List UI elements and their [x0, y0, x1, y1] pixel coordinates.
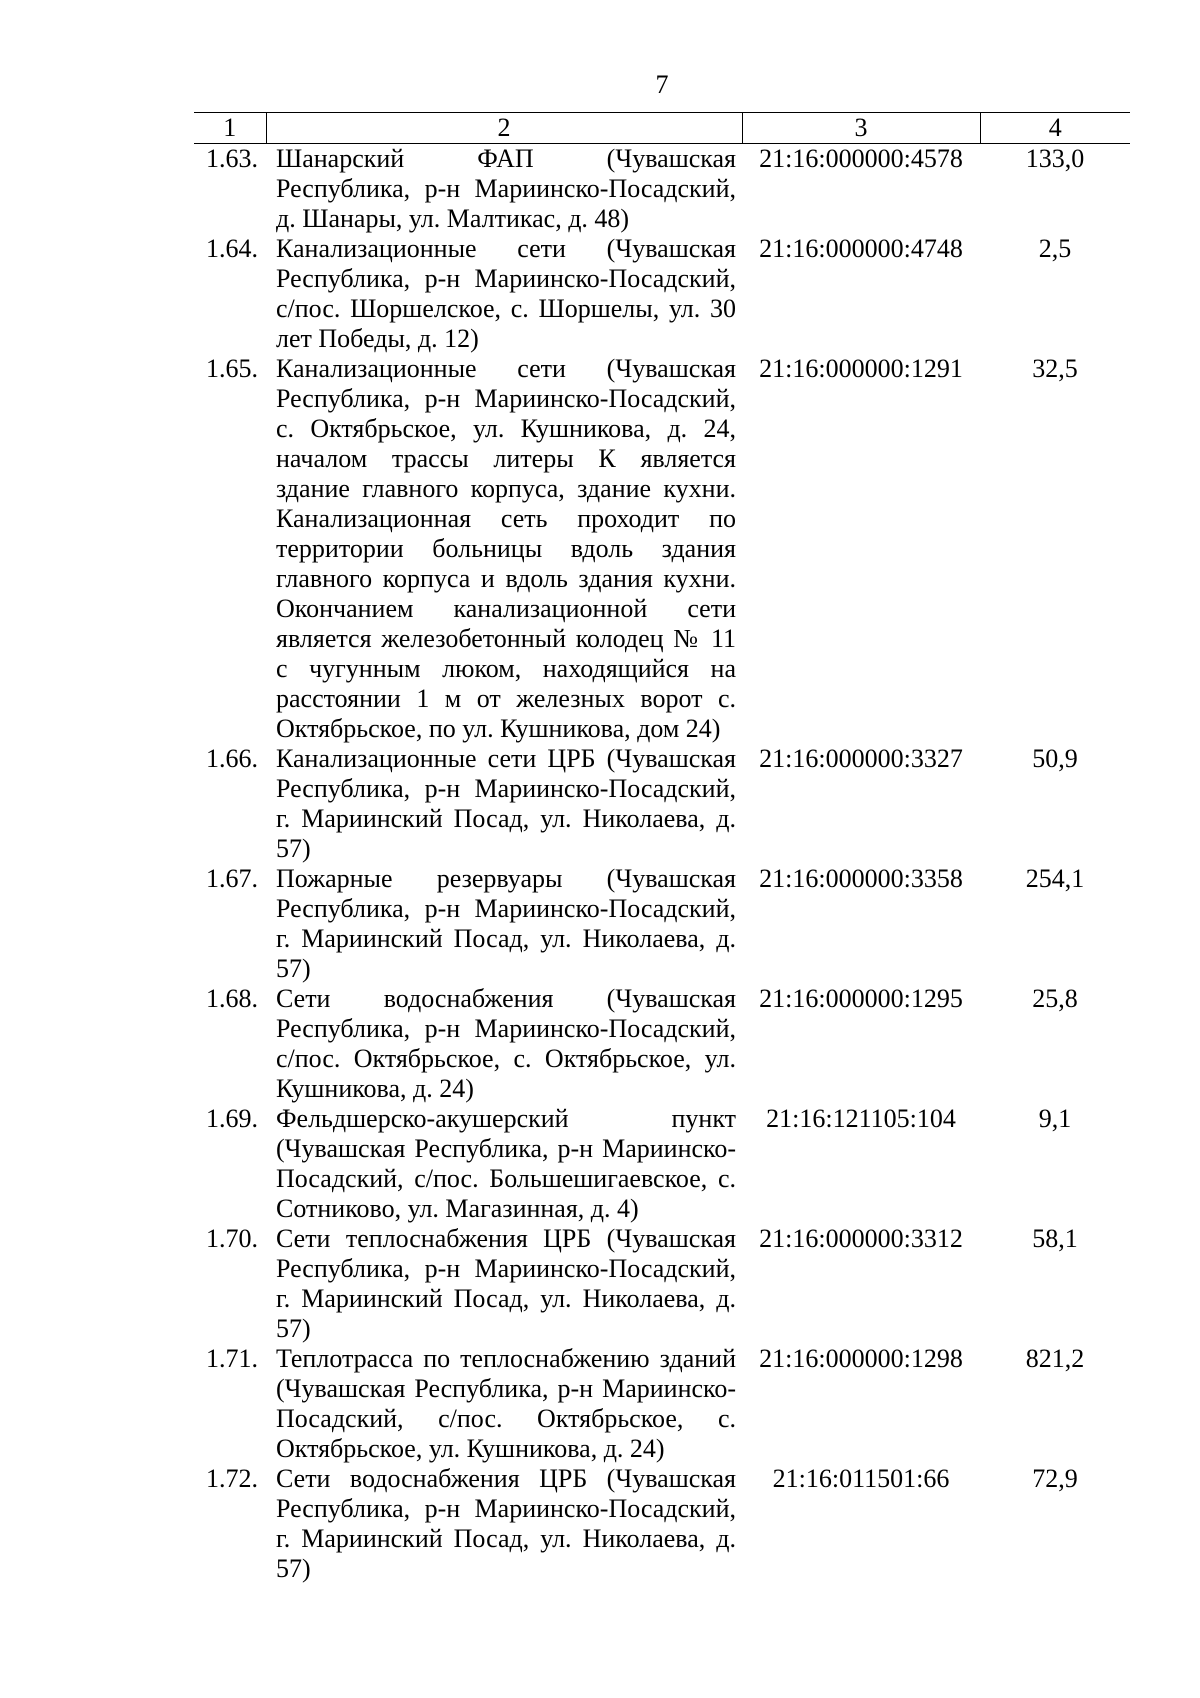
header-col-4: 4 — [980, 113, 1130, 144]
table-row — [194, 984, 1130, 1104]
table-row — [194, 354, 1130, 744]
header-col-3: 3 — [742, 113, 980, 144]
row-number: 1.66. — [206, 744, 258, 773]
table-row — [194, 144, 1130, 235]
row-description: Пожарные резервуары (Чувашская Республика, р-н Мариинско-Посадский, г. Мариинский Посад, ул. Николаева, д. 57) — [276, 864, 736, 983]
row-description: Шанарский ФАП (Чувашская Республика, р-н Мариинско-Посадский, д. Шанары, ул. Малтикас, д. 48) — [276, 144, 736, 233]
table-row — [194, 1464, 1130, 1584]
row-area: 32,5 — [1032, 354, 1078, 383]
row-number: 1.68. — [206, 984, 258, 1013]
table-row — [194, 1104, 1130, 1224]
header-col-1: 1 — [194, 113, 266, 144]
row-area: 821,2 — [1025, 1344, 1085, 1373]
header-row — [194, 113, 1130, 144]
table-row — [194, 744, 1130, 864]
row-description: Канализационные сети (Чувашская Республика, р-н Мариинско-Посадский, с/пос. Шоршелское, с. Шоршелы, ул. 30 лет Победы, д. 12) — [276, 234, 736, 353]
table-row — [194, 864, 1130, 984]
row-cadastral-number: 21:16:000000:3358 — [759, 864, 963, 893]
row-description: Сети водоснабжения ЦРБ (Чувашская Республика, р-н Мариинско-Посадский, г. Мариинский Посад, ул. Николаева, д. 57) — [276, 1464, 736, 1583]
row-number: 1.64. — [206, 234, 258, 263]
row-cadastral-number: 21:16:121105:104 — [766, 1104, 956, 1133]
row-cadastral-number: 21:16:000000:4748 — [759, 234, 963, 263]
table-row — [194, 1224, 1130, 1344]
row-description: Сети теплоснабжения ЦРБ (Чувашская Республика, р-н Мариинско-Посадский, г. Мариинский Посад, ул. Николаева, д. 57) — [276, 1224, 736, 1343]
row-description: Теплотрасса по теплоснабжению зданий (Чувашская Республика, р-н Мариинско-Посадский, с/пос. Октябрьское, с. Октябрьское, ул. Кушникова, д. 24) — [276, 1344, 736, 1463]
row-number: 1.69. — [206, 1104, 258, 1133]
header-col-2: 2 — [266, 113, 742, 144]
table-body — [194, 144, 1130, 1585]
table-row — [194, 234, 1130, 354]
row-area: 9,1 — [1038, 1104, 1072, 1133]
row-cadastral-number: 21:16:000000:1295 — [759, 984, 963, 1013]
table-header — [194, 113, 1130, 144]
row-description: Сети водоснабжения (Чувашская Республика, р-н Мариинско-Посадский, с/пос. Октябрьское, с. Октябрьское, ул. Кушникова, д. 24) — [276, 984, 736, 1103]
row-description: Фельдшерско-акушерский пункт (Чувашская Республика, р-н Мариинско-Посадский, с/пос. Большешигаевское, с. Сотниково, ул. Магазинная, д. 4) — [276, 1104, 736, 1223]
row-number: 1.65. — [206, 354, 258, 383]
row-area: 50,9 — [1032, 744, 1078, 773]
row-number: 1.70. — [206, 1224, 258, 1253]
row-number: 1.71. — [206, 1344, 258, 1373]
row-description: Канализационные сети (Чувашская Республика, р-н Мариинско-Посадский, с. Октябрьское, ул. Кушникова, д. 24, началом трассы литеры К является здание главного корпуса, здание кухни. Канализационная сеть проходит по территории больницы вдоль здания главного корпуса и вдоль здания кухни. Окончанием канализационной сети является железобетонный колодец № 11 с чугунным люком, находящийся на расстоянии 1 м от железных ворот с. Октябрьское, по ул. Кушникова, дом 24) — [276, 354, 736, 743]
row-cadastral-number: 21:16:000000:3312 — [759, 1224, 963, 1253]
row-cadastral-number: 21:16:000000:3327 — [759, 744, 963, 773]
row-area: 25,8 — [1032, 984, 1078, 1013]
row-area: 133,0 — [1025, 144, 1085, 173]
row-cadastral-number: 21:16:000000:1291 — [759, 354, 963, 383]
row-cadastral-number: 21:16:000000:4578 — [759, 144, 963, 173]
row-number: 1.67. — [206, 864, 258, 893]
property-table — [194, 112, 1130, 1584]
row-description: Канализационные сети ЦРБ (Чувашская Республика, р-н Мариинско-Посадский, г. Мариинский Посад, ул. Николаева, д. 57) — [276, 744, 736, 863]
page-number: 7 — [655, 70, 669, 99]
row-number: 1.63. — [206, 144, 258, 173]
row-cadastral-number: 21:16:000000:1298 — [759, 1344, 963, 1373]
row-area: 58,1 — [1032, 1224, 1078, 1253]
row-number: 1.72. — [206, 1464, 258, 1493]
row-area: 72,9 — [1032, 1464, 1078, 1493]
table-row — [194, 1344, 1130, 1464]
row-area: 2,5 — [1038, 234, 1072, 263]
row-area: 254,1 — [1025, 864, 1085, 893]
row-cadastral-number: 21:16:011501:66 — [772, 1464, 950, 1493]
